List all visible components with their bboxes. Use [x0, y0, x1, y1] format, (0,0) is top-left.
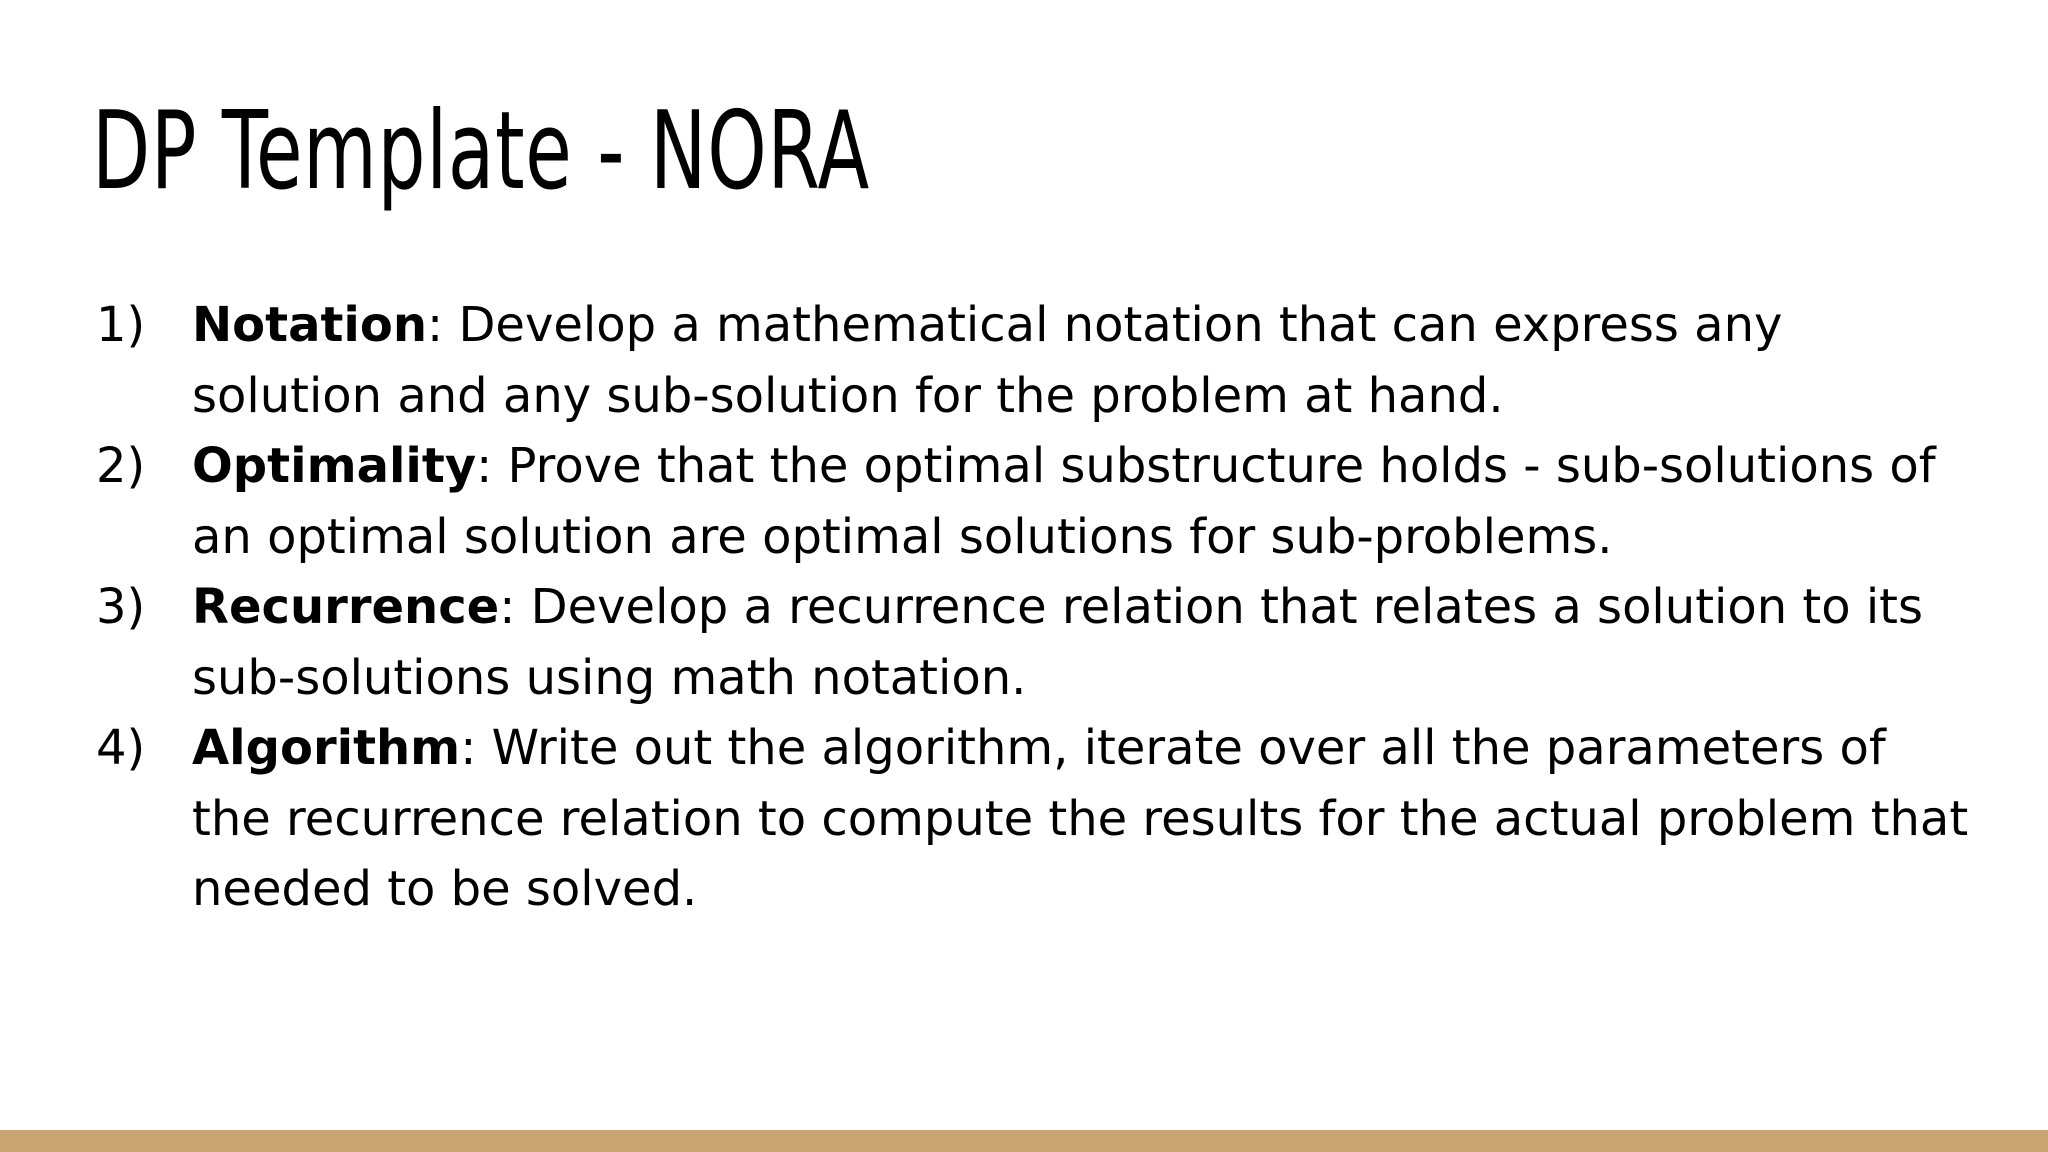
step-term: Recurrence: [192, 579, 500, 635]
step-optimality: [96, 431, 1976, 572]
step-term: Algorithm: [192, 720, 461, 776]
steps-list: [96, 290, 1976, 925]
step-separator: :: [499, 579, 516, 635]
step-term: Optimality: [192, 438, 477, 494]
step-description: Write out the algorithm, iterate over all the parameters of the recurrence relation to compute the results for the actual problem that needed to be solved.: [192, 720, 1969, 917]
step-number: 1): [96, 297, 146, 353]
step-description: Develop a recurrence relation that relates a solution to its sub-solutions using math notation.: [192, 579, 1923, 706]
step-recurrence: [96, 572, 1976, 713]
step-term: Notation: [192, 297, 428, 353]
step-separator: :: [460, 720, 477, 776]
slide-title: DP Template - NORA: [92, 89, 870, 214]
step-number: 4): [96, 720, 146, 776]
step-algorithm: [96, 713, 1976, 925]
step-number: 2): [96, 438, 146, 494]
step-description: Develop a mathematical notation that can express any solution and any sub-solution for the problem at hand.: [192, 297, 1783, 424]
step-description: Prove that the optimal substructure holds - sub-solutions of an optimal solution are optimal solutions for sub-problems.: [192, 438, 1936, 565]
step-number: 3): [96, 579, 146, 635]
step-notation: [96, 290, 1976, 431]
accent-bar: [0, 1130, 2048, 1152]
step-separator: :: [476, 438, 493, 494]
step-separator: :: [427, 297, 444, 353]
